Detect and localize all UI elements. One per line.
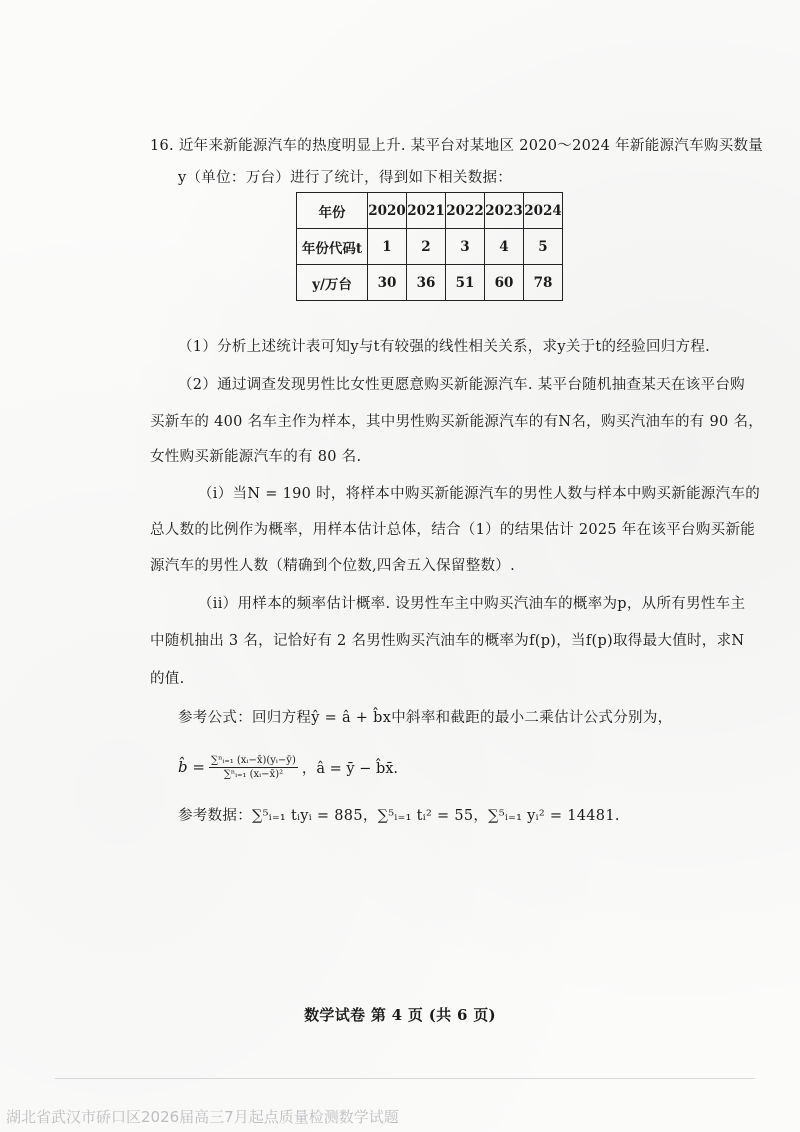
table-cell: 2023 [485,193,524,229]
fraction-numerator: ∑ⁿᵢ₌₁ (xᵢ−x̄)(yᵢ−ȳ) [210,754,296,766]
reference-data: 参考数据：∑⁵ᵢ₌₁ tᵢyᵢ = 885，∑⁵ᵢ₌₁ tᵢ² = 55，∑⁵ᵢ₌₁ yᵢ² = 14481. [178,808,620,824]
part-2-line-2: 买新车的 400 名车主作为样本，其中男性购买新能源汽车的有N名，购买汽油车的有 90 名， [150,414,764,430]
a-hat-formula: ，â = ȳ − b̂x̄. [301,760,399,777]
table-cell: 4 [485,229,524,265]
sub-ii-line-2: 中随机抽出 3 名，记恰好有 2 名男性购买汽油车的概率为f(p)，当f(p)取得最大值时，求N [150,633,745,649]
table-row-header: y/万台 [297,265,368,301]
table-cell: 2021 [407,193,446,229]
table-row [297,193,563,229]
table-cell: 5 [524,229,563,265]
sub-ii-line-3: 的值. [150,671,185,687]
table-cell: 2 [407,229,446,265]
part-1: （1）分析上述统计表可知y与t有较强的线性相关关系，求y关于t的经验回归方程. [178,339,711,355]
table-row-header: 年份 [297,193,368,229]
table-cell: 36 [407,265,446,301]
table-row [297,265,563,301]
least-squares-formula [178,743,398,791]
table-cell: 1 [368,229,407,265]
part-2-line-3: 女性购买新能源汽车的有 80 名. [150,449,362,465]
question-intro: y（单位：万台）进行了统计，得到如下相关数据： [178,170,513,186]
table-cell: 51 [446,265,485,301]
table-cell: 30 [368,265,407,301]
sub-ii-line-1: （ii）用样本的频率估计概率. 设男性车主中购买汽油车的概率为p，从所有男性车主 [198,596,746,612]
table-cell: 2020 [368,193,407,229]
table-cell: 3 [446,229,485,265]
data-table [296,192,563,301]
part-2-line-1: （2）通过调查发现男性比女性更愿意购买新能源汽车. 某平台随机抽查某天在该平台购 [178,377,745,393]
table-cell: 2022 [446,193,485,229]
table-cell: 60 [485,265,524,301]
footer-divider [55,1078,755,1079]
table-cell: 78 [524,265,563,301]
watermark: 湖北省武汉市硚口区2026届高三7月起点质量检测数学试题 [6,1108,399,1126]
sub-i-line-1: （i）当N = 190 时，将样本中购买新能源汽车的男性人数与样本中购买新能源汽车的 [198,486,761,502]
reference-formula-intro: 参考公式：回归方程ŷ = â + b̂x中斜率和截距的最小二乘估计公式分别为， [178,710,673,726]
fraction [209,755,298,780]
question-title: 16. 近年来新能源汽车的热度明显上升. 某平台对某地区 2020～2024 年新能源汽车购买数量 [150,138,764,154]
page-footer: 数学试卷 第 4 页 (共 6 页) [304,1006,496,1024]
sub-i-line-2: 总人数的比例作为概率，用样本估计总体，结合（1）的结果估计 2025 年在该平台购买新能 [150,522,756,538]
fraction-denominator: ∑ⁿᵢ₌₁ (xᵢ−x̄)² [223,768,284,780]
table-cell: 2024 [524,193,563,229]
b-hat-label: b̂ = [178,758,205,776]
sub-i-line-3: 源汽车的男性人数（精确到个位数,四舍五入保留整数）. [150,558,516,574]
table-row-header: 年份代码t [297,229,368,265]
table-row [297,229,563,265]
